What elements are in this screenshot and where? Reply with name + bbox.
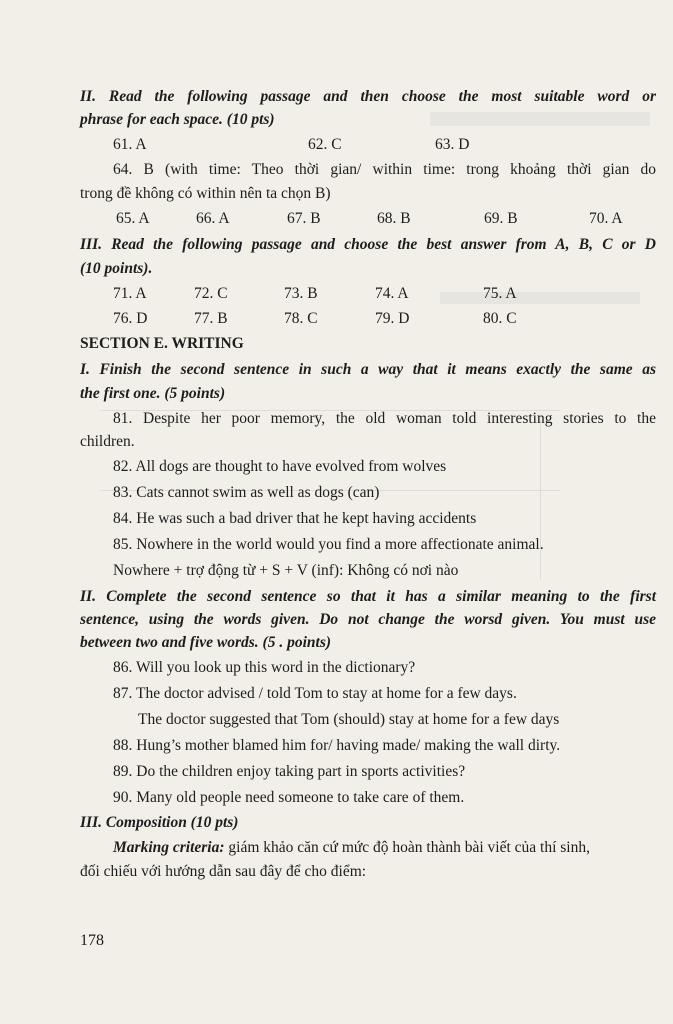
answer-78: 78. C	[284, 310, 318, 327]
page-number: 178	[80, 932, 104, 949]
writing-part2-heading-line1: II. Complete the second sentence so that it has a similar meaning to the first	[80, 588, 656, 605]
answer-82: 82. All dogs are thought to have evolved from wolves	[113, 458, 447, 475]
answer-63: 63. D	[435, 136, 470, 153]
writing-part1-heading-line2: the first one. (5 points)	[80, 385, 226, 402]
answer-69: 69. B	[484, 210, 518, 227]
marking-criteria-text: giám khảo căn cứ mức độ hoàn thành bài viết của thí sinh,	[224, 839, 590, 856]
answer-76: 76. D	[113, 310, 148, 327]
marking-criteria-line1	[113, 838, 590, 858]
answer-85-note: Nowhere + trợ động từ + S + V (inf): Không có nơi nào	[113, 562, 459, 579]
answer-67: 67. B	[287, 210, 321, 227]
answer-83: 83. Cats cannot swim as well as dogs (can)	[113, 484, 380, 501]
answer-65: 65. A	[116, 210, 150, 227]
answer-90: 90. Many old people need someone to take care of them.	[113, 789, 465, 806]
part2-heading-line1: II. Read the following passage and then choose the most suitable word or	[80, 88, 656, 105]
answer-66: 66. A	[196, 210, 230, 227]
writing-part1-heading-line1: I. Finish the second sentence in such a way that it means exactly the same as	[80, 361, 656, 378]
answer-87-alternative: The doctor suggested that Tom (should) stay at home for a few days	[138, 711, 560, 728]
answer-71: 71. A	[113, 285, 147, 302]
answer-80: 80. C	[483, 310, 517, 327]
part2-heading-line2: phrase for each space. (10 pts)	[80, 111, 275, 128]
answer-74: 74. A	[375, 285, 409, 302]
answer-81-line2: children.	[80, 433, 135, 450]
section-e-title: SECTION E. WRITING	[80, 335, 244, 352]
answer-85: 85. Nowhere in the world would you find a more affectionate animal.	[113, 536, 544, 553]
answer-68: 68. B	[377, 210, 411, 227]
composition-heading: III. Composition (10 pts)	[80, 814, 239, 831]
answer-79: 79. D	[375, 310, 410, 327]
answer-89: 89. Do the children enjoy taking part in sports activities?	[113, 763, 466, 780]
answer-62: 62. C	[308, 136, 342, 153]
part3-heading-line1: III. Read the following passage and choose the best answer from A, B, C or D	[80, 236, 656, 253]
answer-84: 84. He was such a bad driver that he kept having accidents	[113, 510, 477, 527]
answer-88: 88. Hung’s mother blamed him for/ having made/ making the wall dirty.	[113, 737, 561, 754]
answer-61: 61. A	[113, 136, 147, 153]
part3-heading-line2: (10 points).	[80, 260, 153, 277]
answer-87: 87. The doctor advised / told Tom to stay at home for a few days.	[113, 685, 517, 702]
answer-77: 77. B	[194, 310, 228, 327]
writing-part2-heading-line2: sentence, using the words given. Do not change the worsd given. You must use	[80, 611, 656, 628]
marking-criteria-line2: đối chiếu với hướng dẫn sau đây để cho điểm:	[80, 863, 367, 880]
show-through	[430, 112, 650, 126]
marking-criteria-label: Marking criteria:	[113, 839, 225, 856]
writing-part2-heading-line3: between two and five words. (5 . points)	[80, 634, 332, 651]
show-through	[540, 420, 541, 580]
answer-81-line1: 81. Despite her poor memory, the old woman told interesting stories to the	[113, 410, 656, 427]
answer-75: 75. A	[483, 285, 517, 302]
answer-64-line2: trong đề không có within nên ta chọn B)	[80, 185, 331, 202]
answer-72: 72. C	[194, 285, 228, 302]
show-through	[440, 292, 640, 304]
answer-64-line1: 64. B (with time: Theo thời gian/ within time: trong khoảng thời gian do	[113, 161, 656, 178]
answer-86: 86. Will you look up this word in the dictionary?	[113, 659, 416, 676]
answer-70: 70. A	[589, 210, 623, 227]
answer-73: 73. B	[284, 285, 318, 302]
